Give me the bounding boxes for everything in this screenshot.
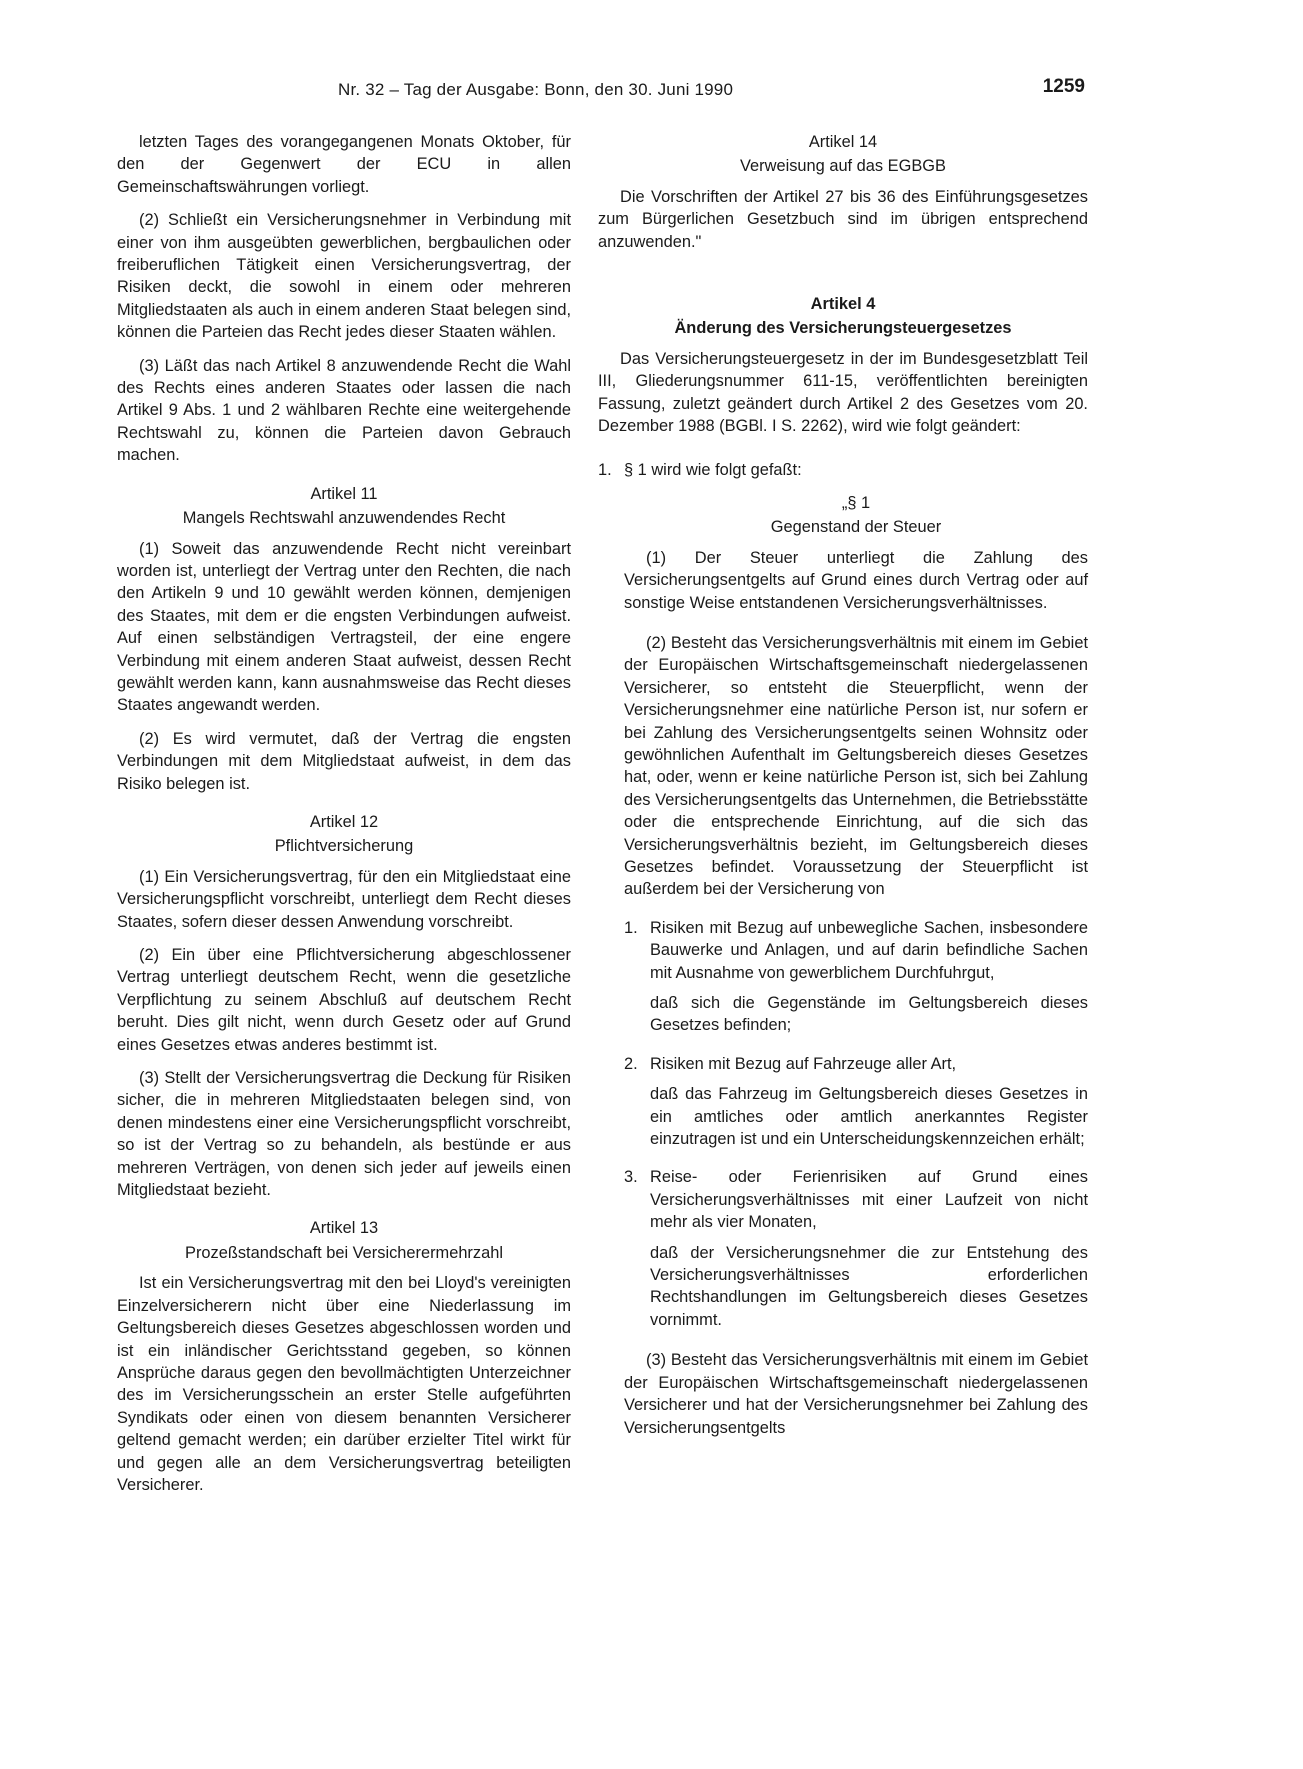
article-12-paragraph-1: (1) Ein Versicherungsvertrag, für den ein Mitgliedstaat eine Versicherungspflicht vorschreibt, unterliegt dem Recht dieses Staates, sofern dieser dessen Anwendung vorschreibt. xyxy=(117,867,571,931)
article-14-paragraph-1: Die Vorschriften der Artikel 27 bis 36 des Einführungsgesetzes zum Bürgerlichen Gesetzbuch sind im übrigen entsprechend anzuwenden." xyxy=(598,187,1088,251)
article-14-heading: Artikel 14 xyxy=(808,133,878,151)
sub-item-number: 3. xyxy=(624,1168,638,1187)
left-column xyxy=(117,131,571,1507)
section-1-paragraph-2: (2) Besteht das Versicherungsverhältnis mit einem im Gebiet der Europäischen Wirtschaftsgemeinschaft niedergelassenen Versicherer, so entsteht die Steuerpflicht, wenn der Versicherungsnehmer eine natürliche Person ist, nur sofern er bei Zahlung des Versicherungsentgelts seinen Wohnsitz oder gewöhnlichen Aufenthalt im Geltungsbereich dieses Gesetzes hat, oder, wenn er keine natürliche Person ist, sich bei Zahlung des Versicherungsentgelts das Unternehmen, die Betriebsstätte oder die entsprechende Einrichtung, auf die sich das Versicherungsverhältnis bezieht, im Geltungsbereich dieses Gesetzes befindet. Voraussetzung der Steuerpflicht ist außerdem bei der Versicherung von xyxy=(624,633,1088,899)
article-4-paragraph-1: Das Versicherungsteuergesetz in der im Bundesgesetzblatt Teil III, Gliederungsnummer 611-15, veröffentlichten bereinigten Fassung, zuletzt geändert durch Artikel 2 des Gesetzes vom 20. Dezember 1988 (BGBl. I S. 2262), wird wie folgt geändert: xyxy=(598,349,1088,436)
article-13-paragraph-1: Ist ein Versicherungsvertrag mit den bei Lloyd's vereinigten Einzelversicherern nicht über eine Niederlassung im Geltungsbereich dieses Gesetzes abgeschlossen worden und ist ein inländischer Gerichtsstand gegeben, so können Ansprüche daraus gegen den bevollmächtigten Unterzeichner des im Versicherungsschein an erster Stelle aufgeführten Syndikats oder einen von diesem benannten Versicherer geltend gemacht werden; ein darüber erzielter Titel wirkt für und gegen alle an dem Versicherungsvertrag beteiligten Versicherer. xyxy=(117,1274,571,1494)
article-11-paragraph-2: (2) Es wird vermutet, daß der Vertrag die engsten Verbindungen mit dem Mitgliedstaat aufweist, in dem das Risiko belegen ist. xyxy=(117,729,571,793)
section-1-paragraph-3: (3) Besteht das Versicherungsverhältnis mit einem im Gebiet der Europäischen Wirtschaftsgemeinschaft niedergelassenen Versicherer und hat der Versicherungsnehmer bei Zahlung des Versicherungsentgelts xyxy=(624,1351,1088,1437)
continued-paragraph: letzten Tages des vorangegangenen Monats Oktober, für den der Gegenwert der ECU in allen Gemeinschaftswährungen vorliegt. xyxy=(117,133,571,196)
right-column xyxy=(598,131,1088,1450)
paragraph-2: (2) Schließt ein Versicherungsnehmer in Verbindung mit einer von ihm ausgeübten gewerblichen, bergbaulichen oder freiberuflichen Tätigkeit einen Versicherungsvertrag, der Risiken deckt, die sowohl in einem oder mehreren Mitgliedstaaten als auch in einem anderen Staat belegen sind, können die Parteien das Recht jedes dieser Staaten wählen. xyxy=(117,211,571,342)
quoted-section xyxy=(598,492,1088,1439)
article-14-title: Verweisung auf das EGBGB xyxy=(740,157,946,176)
sub-item-condition: daß sich die Gegenstände im Geltungsbereich dieses Gesetzes befinden; xyxy=(650,994,1088,1035)
sub-item-condition: daß das Fahrzeug im Geltungsbereich dieses Gesetzes in ein amtliches oder amtlich anerkanntes Register einzutragen ist und ein Unterscheidungskennzeichen erhält; xyxy=(650,1085,1088,1149)
article-12-paragraph-3: (3) Stellt der Versicherungsvertrag die Deckung für Risiken sicher, die in mehreren Mitgliedstaaten belegen sind, von denen mindestens einer eine Versicherungspflicht vorschreibt, so ist der Vertrag so zu behandeln, als bestünde er aus mehreren Verträgen, von denen sich jeder auf jeweils einen Mitgliedstaat bezieht. xyxy=(117,1069,571,1200)
sub-item-number: 1. xyxy=(624,918,638,937)
sub-item-text: Risiken mit Bezug auf Fahrzeuge aller Art, xyxy=(650,1054,957,1073)
sub-item-number: 2. xyxy=(624,1054,638,1073)
sub-item-3 xyxy=(624,1166,1088,1331)
article-11-paragraph-1: (1) Soweit das anzuwendende Recht nicht vereinbart worden ist, unterliegt der Vertrag unter den Rechten, die nach den Artikeln 9 und 10 gewählt werden können, demjenigen des Staates, mit dem er die engsten Verbindungen aufweist. Auf einen selbständigen Vertragsteil, der eine engere Verbindung mit einem anderen Staat aufweist, dessen Recht gewählt werden kann, kann ausnahmsweise das Recht dieses Staates angewandt werden. xyxy=(117,539,571,715)
article-11-title: Mangels Rechtswahl anzuwendendes Recht xyxy=(182,509,506,528)
article-12-title: Pflichtversicherung xyxy=(274,837,414,856)
paragraph-3: (3) Läßt das nach Artikel 8 anzuwendende Recht die Wahl des Rechts eines anderen Staates oder lassen die nach Artikel 9 Abs. 1 und 2 wählbaren Rechte eine weitergehende Rechtswahl zu, können die Parteien davon Gebrauch machen. xyxy=(117,356,571,465)
page-header xyxy=(120,76,1085,110)
amendment-item-number: 1. xyxy=(598,461,612,480)
article-4-title: Änderung des Versicherungsteuergesetzes xyxy=(674,319,1012,338)
page-number: 1259 xyxy=(1042,76,1085,97)
article-4-heading: Artikel 4 xyxy=(810,295,876,314)
article-11-heading: Artikel 11 xyxy=(310,484,378,503)
section-1-paragraph-1: (1) Der Steuer unterliegt die Zahlung des Versicherungsentgelts auf Grund eines durch Vertrag oder auf sonstige Weise entstandenen Versicherungsverhältnisses. xyxy=(624,548,1088,612)
sub-item-text: Reise- oder Ferienrisiken auf Grund eines Versicherungsverhältnisses mit einer Laufzeit von nicht mehr als vier Monaten, xyxy=(650,1168,1088,1232)
article-12-paragraph-2: (2) Ein über eine Pflichtversicherung abgeschlossener Vertrag unterliegt deutschem Recht, wenn die gesetzliche Verpflichtung zu seinem Abschluß auf deutschem Recht beruht. Dies gilt nicht, wenn durch Gesetz oder auf Grund eines Gesetzes etwas anderes bestimmt ist. xyxy=(117,946,571,1054)
amendment-item-text: § 1 wird wie folgt gefaßt: xyxy=(624,461,802,480)
running-title: Nr. 32 – Tag der Ausgabe: Bonn, den 30. Juni 1990 xyxy=(338,80,734,99)
article-13-heading: Artikel 13 xyxy=(309,1219,379,1238)
sub-item-text: Risiken mit Bezug auf unbewegliche Sachen, insbesondere Bauwerke und Anlagen, und auf darin befindliche Sachen mit Ausnahme von gewerblichem Durchfuhrgut, xyxy=(650,918,1088,982)
section-1-heading: „§ 1 xyxy=(841,493,871,512)
amendment-item-1 xyxy=(598,459,1088,481)
sub-item-condition: daß der Versicherungsnehmer die zur Entstehung des Versicherungsverhältnisses erforderlichen Rechtshandlungen im Geltungsbereich dieses Gesetzes vornimmt. xyxy=(650,1243,1088,1329)
article-13-title: Prozeßstandschaft bei Versicherermehrzahl xyxy=(185,1243,503,1262)
article-12-heading: Artikel 12 xyxy=(309,812,379,831)
sub-item-2 xyxy=(624,1053,1088,1151)
sub-item-1 xyxy=(624,917,1088,1037)
section-1-title: Gegenstand der Steuer xyxy=(770,518,942,537)
